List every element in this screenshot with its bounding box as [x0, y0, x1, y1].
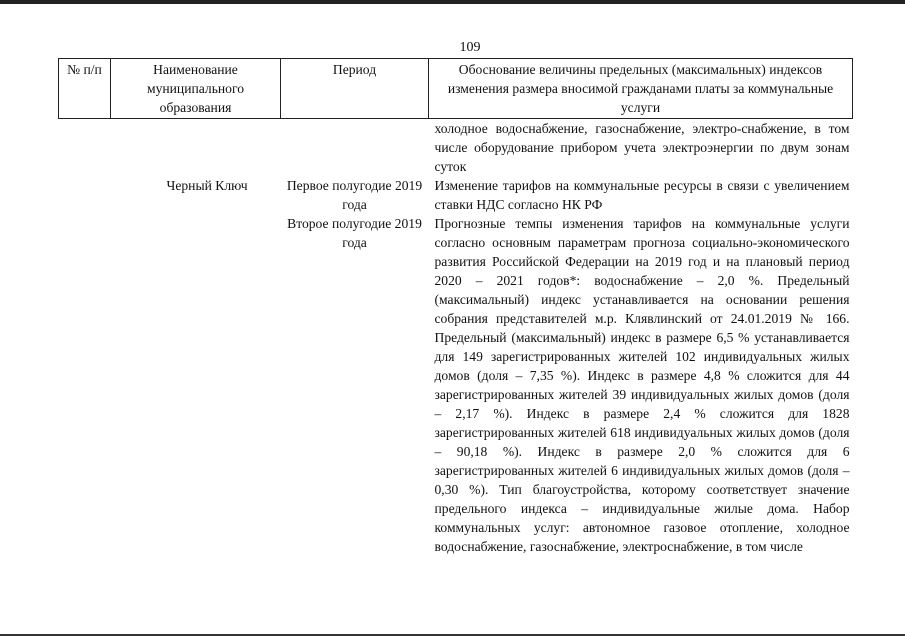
- period-cell: [281, 176, 429, 556]
- period-first-half: Первое полугодие 2019 года: [286, 178, 423, 212]
- tariff-index-table: [58, 58, 853, 556]
- municipality-name: Черный Ключ: [166, 178, 248, 193]
- continuation-period-cell: [281, 119, 429, 177]
- table-header-row: [59, 59, 853, 119]
- continuation-justification-cell: [429, 119, 853, 177]
- header-municipality: Наименование муниципального образования: [111, 59, 281, 119]
- continuation-text: холодное водоснабжение, газоснабжение, электро-снабжение, в том числе оборудование прибором учета электроэнергии по двум зонам суток: [434, 121, 850, 174]
- row-num-cell: [59, 176, 111, 556]
- continuation-name-cell: [111, 119, 281, 177]
- justification-second-half: Прогнозные темпы изменения тарифов на коммунальные услуги согласно основным параметрам прогноза социально-экономического развития Российской Федерации на 2019 год и на плановый период 2020 – 2021 годов*: водоснабжение – 2,0 %. Предельный (максимальный) индекс устанавливается на основании решения собрания представителей м.р. Клявлинский от 24.01.2019 № 166. Предельный (максимальный) индекс в размере 6,5 % устанавливается для 149 зарегистрированных жителей 102 индивидуальных жилых домов (доля – 7,35 %). Индекс в размере 4,8 % сложится для 44 зарегистрированных жителей 39 индивидуальных жилых домов (доля – 2,17 %). Индекс в размере 2,4 % сложится для 1828 зарегистрированных жителей 618 индивидуальных жилых домов (доля – 90,18 %). Индекс в размере 2,0 % сложится для 6 зарегистрированных жителей 6 индивидуальных жилых домов (доля – 0,30 %). Тип благоустройства, которому соответствует значение предельного индекса – индивидуальные жилые дома. Набор коммунальных услуг: автономное газовое отопление, холодное водоснабжение, газоснабжение, электроснабжение, в том числе: [434, 216, 850, 554]
- top-border: [0, 0, 905, 4]
- justification-cell: [429, 176, 853, 556]
- page-number: 109: [459, 40, 481, 55]
- continuation-num-cell: [59, 119, 111, 177]
- header-period: Период: [281, 59, 429, 119]
- justification-first-half: Изменение тарифов на коммунальные ресурсы в связи с увеличением ставки НДС согласно НК РФ: [434, 178, 850, 212]
- table-row: [59, 176, 853, 556]
- header-justification: Обоснование величины предельных (максимальных) индексов изменения размера вносимой гражданами платы за коммунальные услуги: [429, 59, 853, 119]
- header-number: № п/п: [59, 59, 111, 119]
- period-second-half: Второе полугодие 2019 года: [287, 216, 422, 250]
- bottom-border: [0, 634, 905, 636]
- continuation-row: [59, 119, 853, 177]
